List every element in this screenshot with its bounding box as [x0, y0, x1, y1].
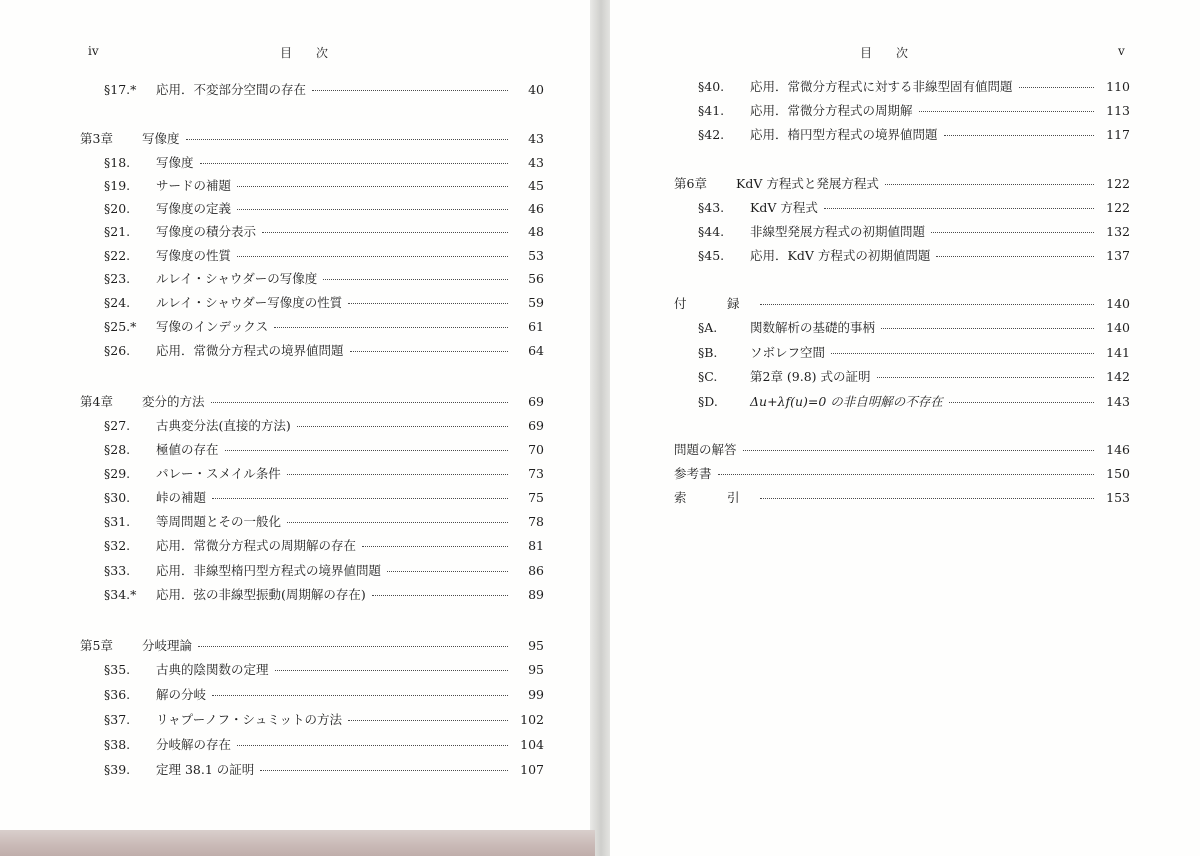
leader-dots	[718, 473, 1094, 475]
leader-dots	[262, 231, 508, 233]
toc-entry: §19. サードの補題 45	[104, 178, 544, 193]
leader-dots	[931, 231, 1094, 233]
leader-dots	[297, 425, 508, 427]
toc-entry: §22. 写像度の性質 53	[104, 248, 544, 263]
leader-dots	[274, 326, 508, 328]
toc-appendix-heading: 付 録 140	[674, 296, 1130, 311]
leader-dots	[186, 138, 508, 140]
toc-chapter: 第4章 変分的方法 69	[80, 394, 544, 409]
toc-entry: §25.* 写像のインデックス 61	[104, 319, 544, 334]
toc-entry: §42. 応用．楕円型方程式の境界値問題 117	[698, 127, 1130, 142]
toc-entry: §33. 応用．非線型楕円型方程式の境界値問題 86	[104, 563, 544, 578]
leader-dots	[944, 134, 1094, 136]
left-page	[0, 0, 590, 856]
toc-entry-index: 索 引 153	[674, 490, 1130, 505]
right-page	[610, 0, 1200, 856]
toc-entry: §20. 写像度の定義 46	[104, 201, 544, 216]
toc-entry: §41. 応用．常微分方程式の周期解 113	[698, 103, 1130, 118]
leader-dots	[1019, 86, 1094, 88]
toc-entry: §39. 定理 38.1 の証明 107	[104, 762, 544, 777]
toc-entry: §45. 応用．KdV 方程式の初期値問題 137	[698, 248, 1130, 263]
page-number-iv: iv	[88, 44, 99, 58]
leader-dots	[372, 594, 508, 596]
leader-dots	[831, 352, 1094, 354]
toc-entry: §21. 写像度の積分表示 48	[104, 224, 544, 239]
leader-dots	[287, 473, 508, 475]
toc-entry: §18. 写像度 43	[104, 155, 544, 170]
leader-dots	[824, 207, 1094, 209]
toc-list-left	[80, 0, 544, 856]
leader-dots	[200, 162, 508, 164]
toc-entry: §23. ルレイ・シャウダーの写像度 56	[104, 271, 544, 286]
toc-entry: §43. KdV 方程式 122	[698, 200, 1130, 215]
leader-dots	[949, 401, 1094, 403]
toc-entry: §B. ソボレフ空間 141	[698, 345, 1130, 360]
running-header-left: 目 次	[280, 46, 329, 60]
leader-dots	[225, 449, 508, 451]
leader-dots	[275, 669, 508, 671]
toc-entry: §44. 非線型発展方程式の初期値問題 132	[698, 224, 1130, 239]
leader-dots	[237, 255, 508, 257]
leader-dots	[760, 303, 1094, 305]
toc-entry: §17.* 応用．不変部分空間の存在 40	[104, 82, 544, 97]
leader-dots	[237, 744, 508, 746]
toc-entry: §40. 応用．常微分方程式に対する非線型固有値問題 110	[698, 79, 1130, 94]
toc-chapter: 第5章 分岐理論 95	[80, 638, 544, 653]
leader-dots	[260, 769, 508, 771]
toc-entry: §37. リャプーノフ・シュミットの方法 102	[104, 712, 544, 727]
toc-entry: §26. 応用．常微分方程式の境界値問題 64	[104, 343, 544, 358]
running-header-right: 目 次	[860, 46, 909, 60]
toc-entry: §31. 等周問題とその一般化 78	[104, 514, 544, 529]
leader-dots	[323, 278, 508, 280]
toc-entry: §36. 解の分岐 99	[104, 687, 544, 702]
book-gutter	[590, 0, 610, 856]
toc-chapter: 第6章 KdV 方程式と発展方程式 122	[674, 176, 1130, 191]
leader-dots	[743, 449, 1094, 451]
toc-entry: §29. パレー・スメイル条件 73	[104, 466, 544, 481]
toc-chapter: 第3章 写像度 43	[80, 131, 544, 146]
leader-dots	[362, 545, 508, 547]
leader-dots	[212, 694, 508, 696]
toc-entry: §32. 応用．常微分方程式の周期解の存在 81	[104, 538, 544, 553]
toc-entry: §A. 関数解析の基礎的事柄 140	[698, 320, 1130, 335]
leader-dots	[877, 376, 1094, 378]
toc-entry: §C. 第2章 (9.8) 式の証明 142	[698, 369, 1130, 384]
leader-dots	[348, 302, 508, 304]
leader-dots	[211, 401, 508, 403]
leader-dots	[760, 497, 1094, 499]
leader-dots	[881, 327, 1094, 329]
toc-entry-answers: 問題の解答 146	[674, 442, 1130, 457]
leader-dots	[885, 183, 1094, 185]
leader-dots	[312, 89, 508, 91]
toc-entry: §30. 峠の補題 75	[104, 490, 544, 505]
toc-entry: §D. Δu+λf(u)=0 の非自明解の不存在 143	[698, 394, 1130, 409]
page-edge-band	[0, 830, 595, 856]
leader-dots	[287, 521, 508, 523]
leader-dots	[350, 350, 508, 352]
toc-entry: §27. 古典変分法(直接的方法) 69	[104, 418, 544, 433]
leader-dots	[348, 719, 508, 721]
leader-dots	[387, 570, 508, 572]
leader-dots	[212, 497, 508, 499]
toc-entry: §35. 古典的陰関数の定理 95	[104, 662, 544, 677]
leader-dots	[198, 645, 508, 647]
toc-entry: §34.* 応用．弦の非線型振動(周期解の存在) 89	[104, 587, 544, 602]
leader-dots	[237, 185, 508, 187]
toc-list-right	[674, 0, 1130, 856]
leader-dots	[936, 255, 1094, 257]
toc-entry-references: 参考書 150	[674, 466, 1130, 481]
toc-entry: §24. ルレイ・シャウダー写像度の性質 59	[104, 295, 544, 310]
toc-entry: §28. 極値の存在 70	[104, 442, 544, 457]
leader-dots	[919, 110, 1094, 112]
page-number-v: v	[1118, 44, 1125, 58]
leader-dots	[237, 208, 508, 210]
toc-entry: §38. 分岐解の存在 104	[104, 737, 544, 752]
